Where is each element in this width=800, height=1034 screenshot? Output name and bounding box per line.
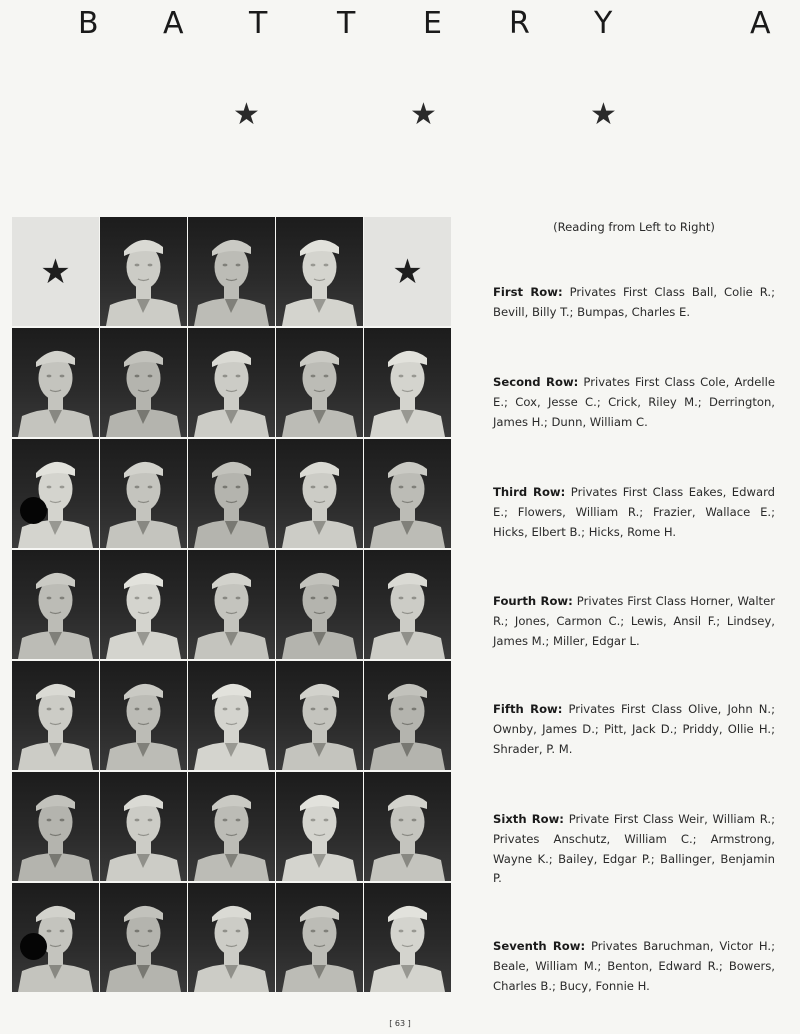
portrait-figure — [188, 328, 275, 437]
caption-names: Privates First Class Ball, Colie R.; Bevill, Billy T.; Bumpas, Charles E. — [493, 285, 775, 319]
portrait-figure — [276, 550, 363, 659]
portrait-figure — [276, 883, 363, 992]
caption-names: Private First Class Weir, William R.; Privates Anschutz, William C.; Armstrong, Wayne K.; Bailey, Edgar P.; Ballinger, Benjamin P. — [493, 812, 776, 886]
caption-names: Privates First Class Cole, Ardelle E.; Cox, Jesse C.; Crick, Riley M.; Derrington, James H.; Dunn, William C. — [493, 375, 775, 429]
blank-star-cell — [364, 217, 451, 326]
star-icon: ★ — [392, 251, 423, 292]
title-letter: T — [249, 6, 268, 41]
portrait-photo — [276, 661, 363, 770]
portrait-figure — [276, 661, 363, 770]
portrait-photo — [188, 772, 275, 881]
portrait-photo — [188, 439, 275, 548]
portrait-figure — [188, 439, 275, 548]
portrait-figure — [100, 439, 187, 548]
binder-hole — [20, 497, 47, 524]
caption-names: Privates Baruchman, Victor H.; Beale, William M.; Benton, Edward R.; Bowers, Charles B.; Bucy, Fonnie H. — [493, 939, 775, 993]
caption-label: First Row: — [493, 285, 563, 299]
portrait-figure — [364, 328, 451, 437]
caption-label: Fifth Row: — [493, 702, 563, 716]
page-number: [ 63 ] — [389, 1019, 411, 1028]
portrait-photo — [188, 328, 275, 437]
portrait-figure — [100, 661, 187, 770]
caption-names: Privates First Class Eakes, Edward E.; Flowers, William R.; Frazier, Wallace E.; Hicks, Elbert B.; Hicks, Rome H. — [493, 485, 776, 539]
portrait-photo — [100, 439, 187, 548]
portrait-photo — [364, 550, 451, 659]
reading-order-note: (Reading from Left to Right) — [553, 220, 715, 234]
portrait-photo — [364, 772, 451, 881]
title-letter: B — [78, 6, 99, 41]
portrait-figure — [364, 550, 451, 659]
caption-label: Seventh Row: — [493, 939, 586, 953]
portrait-photo — [188, 661, 275, 770]
portrait-photo — [12, 772, 99, 881]
caption-label: Third Row: — [493, 485, 566, 499]
portrait-figure — [100, 772, 187, 881]
portrait-photo — [12, 550, 99, 659]
title-letter: A — [163, 6, 184, 41]
portrait-figure — [364, 883, 451, 992]
portrait-photo — [100, 328, 187, 437]
portrait-figure — [276, 217, 363, 326]
portrait-photo — [12, 883, 99, 992]
title-letter: E — [423, 6, 442, 41]
portrait-photo — [12, 328, 99, 437]
caption-label: Second Row: — [493, 375, 579, 389]
title-letter: A — [750, 6, 771, 41]
portrait-photo — [100, 883, 187, 992]
star-icon: ★ — [410, 97, 437, 132]
portrait-photo — [188, 883, 275, 992]
portrait-photo — [364, 439, 451, 548]
portrait-figure — [188, 883, 275, 992]
portrait-figure — [276, 328, 363, 437]
portrait-photo — [364, 661, 451, 770]
portrait-figure — [12, 550, 99, 659]
portrait-photo — [276, 439, 363, 548]
portrait-photo — [100, 217, 187, 326]
portrait-photo — [100, 772, 187, 881]
portrait-figure — [188, 217, 275, 326]
caption-names: Privates First Class Horner, Walter R.; Jones, Carmon C.; Lewis, Ansil F.; Lindsey, James M.; Miller, Edgar L. — [493, 594, 775, 648]
caption-fifth-row — [493, 700, 775, 759]
caption-fourth-row — [493, 592, 775, 651]
portrait-photo — [364, 883, 451, 992]
portrait-figure — [188, 772, 275, 881]
title-letter: T — [337, 6, 356, 41]
portrait-figure — [364, 439, 451, 548]
caption-first-row — [493, 283, 775, 323]
portrait-figure — [12, 439, 99, 548]
portrait-grid — [12, 217, 451, 992]
portrait-figure — [276, 439, 363, 548]
portrait-photo — [276, 883, 363, 992]
caption-label: Fourth Row: — [493, 594, 573, 608]
portrait-photo — [12, 439, 99, 548]
portrait-photo — [100, 661, 187, 770]
portrait-photo — [188, 217, 275, 326]
caption-second-row — [493, 373, 775, 432]
portrait-figure — [276, 772, 363, 881]
portrait-photo — [12, 661, 99, 770]
star-icon: ★ — [40, 251, 71, 292]
portrait-figure — [12, 772, 99, 881]
blank-star-cell — [12, 217, 99, 326]
portrait-photo — [276, 217, 363, 326]
portrait-photo — [276, 772, 363, 881]
portrait-photo — [364, 328, 451, 437]
portrait-figure — [100, 550, 187, 659]
title-letter: Y — [594, 6, 613, 41]
portrait-photo — [276, 550, 363, 659]
portrait-figure — [188, 550, 275, 659]
caption-names: Privates First Class Olive, John N.; Ownby, James D.; Pitt, Jack D.; Priddy, Ollie H.; Shrader, P. M. — [493, 702, 776, 756]
portrait-figure — [100, 328, 187, 437]
portrait-figure — [12, 661, 99, 770]
portrait-photo — [100, 550, 187, 659]
portrait-figure — [100, 217, 187, 326]
caption-label: Sixth Row: — [493, 812, 564, 826]
portrait-figure — [100, 883, 187, 992]
portrait-photo — [188, 550, 275, 659]
portrait-figure — [364, 772, 451, 881]
page-title — [0, 6, 800, 46]
portrait-figure — [12, 328, 99, 437]
star-icon: ★ — [590, 97, 617, 132]
caption-seventh-row — [493, 937, 775, 996]
binder-hole — [20, 933, 47, 960]
portrait-figure — [188, 661, 275, 770]
portrait-figure — [364, 661, 451, 770]
portrait-photo — [276, 328, 363, 437]
caption-third-row — [493, 483, 775, 542]
star-icon: ★ — [233, 97, 260, 132]
title-letter: R — [509, 6, 530, 41]
caption-sixth-row — [493, 810, 775, 889]
